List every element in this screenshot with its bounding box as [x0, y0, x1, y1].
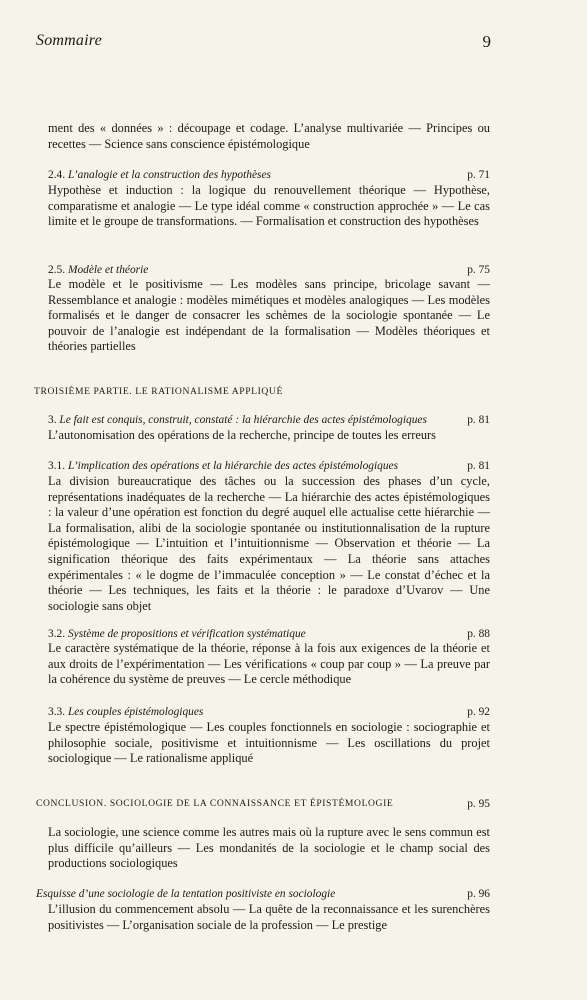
entry-text-2-4: Hypothèse et induction : la logique du renouvellement théorique — Hypothèse, comparatisme et analogie — Le type idéal comme « construction approchée » — Le cas limite et le groupe de transformations. — Formalisation et construction des hypothèses — [48, 183, 490, 229]
conclusion-text: La sociologie, une science comme les autres mais où la rupture avec le sens commun est plus difficile qu’ailleurs — Les mondanités de la sociologie et le champ social des productions sociologiques — [48, 825, 490, 871]
entry-title: L’implication des opérations et la hiérarchie des actes épistémologiques — [67, 460, 399, 472]
entry-heading-3-2: 3.2. Système de propositions et vérification systématique p. 88 — [48, 628, 490, 640]
entry-page: p. 88 — [467, 628, 490, 640]
entry-heading-3-3: 3.3. Les couples épistémologiques p. 92 — [48, 706, 490, 718]
entry-text-3-1: La division bureaucratique des tâches ou la succession des phases d’un cycle, représentations inadéquates de la recherche — La hiérarchie des actes épistémologiques : la valeur d’une opération est fonction du degré auquel elle actualise cette hiérarchie — La formalisation, alibi de la sociologie spontanée ou institutionnalisation de la rupture épistémologique — L’intuition et l’intuitionnisme — Observation et théorie — La signification théorique des faits expérimentaux — La théorie sans attaches expérimentales : « le dogme de l’immaculée conception » — Le constat d’échec et la théorie — Les techniques, les faits et la théorie : le paradoxe d’Uvarov — Une sociologie sans objet — [48, 474, 490, 613]
entry-heading-3: 3. Le fait est conquis, construit, constaté : la hiérarchie des actes épistémologiques p. 81 — [48, 414, 490, 426]
entry-title: Système de propositions et vérification systématique — [67, 628, 306, 640]
entry-heading-3-1: 3.1. L’implication des opérations et la hiérarchie des actes épistémologiques p. 81 — [48, 460, 490, 472]
conclusion-heading-row — [36, 797, 490, 811]
running-title: Sommaire — [36, 32, 102, 49]
esquisse-text: L’illusion du commencement absolu — La quête de la reconnaissance et les surenchères positivistes — L’organisation sociale de la profession — Le prestige — [48, 902, 490, 932]
entry-page: p. 95 — [467, 798, 490, 810]
entry-title: L’analogie et la construction des hypothèses — [67, 169, 271, 181]
entry-page: p. 81 — [467, 460, 490, 472]
page-number: 9 — [482, 32, 491, 51]
running-header — [36, 32, 491, 56]
entry-title: Esquisse d’une sociologie de la tentation positiviste en sociologie — [36, 888, 336, 900]
part-heading: TROISIÈME PARTIE. LE RATIONALISME APPLIQUÉ — [34, 386, 283, 397]
entry-title: Le fait est conquis, construit, constaté : la hiérarchie des actes épistémologiques — [59, 414, 427, 426]
entry-heading-2-4: 2.4. L’analogie et la construction des hypothèses p. 71 — [48, 169, 490, 181]
entry-page: p. 96 — [467, 888, 490, 900]
esquisse-heading — [36, 887, 490, 902]
entry-page: p. 81 — [467, 414, 490, 426]
entry-text-3-3: Le spectre épistémologique — Les couples fonctionnels en sociologie : sociographie et philosophie sociale, positivisme et intuitionnisme — Les oscillations du projet sociologique — Le rationalisme appliqué — [48, 720, 490, 766]
entry-text-3: L’autonomisation des opérations de la recherche, principe de toutes les erreurs — [48, 428, 436, 442]
entry-page: p. 71 — [467, 169, 490, 181]
entry-title: Modèle et théorie — [67, 264, 149, 276]
entry-text-3-2: Le caractère systématique de la théorie, réponse à la fois aux exigences de la théorie et aux droits de l’expérimentation — Les vérifications « coup par coup » — La preuve par la cohérence du système de preuves — Le cercle méthodique — [48, 641, 490, 687]
continued-text: ment des « données » : découpage et codage. L’analyse multivariée — Principes ou recettes — Science sans conscience épistémologique — [48, 121, 490, 151]
entry-text-2-5: Le modèle et le positivisme — Les modèles sans principe, bricolage savant — Ressemblance et analogie : modèles mimétiques et modèles analogiques — Les modèles formalisés et le danger de consacrer les schèmes de la sociologie spontanée — Le pouvoir de l’analogie est indépendant de la formalisation — Modèles théoriques et théories partielles — [48, 277, 490, 354]
entry-page: p. 92 — [467, 706, 490, 718]
entry-title: Les couples épistémologiques — [67, 706, 204, 718]
entry-heading-2-5: 2.5. Modèle et théorie p. 75 — [48, 264, 490, 276]
entry-page: p. 75 — [467, 264, 490, 276]
conclusion-heading: CONCLUSION. SOCIOLOGIE DE LA CONNAISSANCE ET ÉPISTÉMOLOGIE — [36, 798, 394, 809]
